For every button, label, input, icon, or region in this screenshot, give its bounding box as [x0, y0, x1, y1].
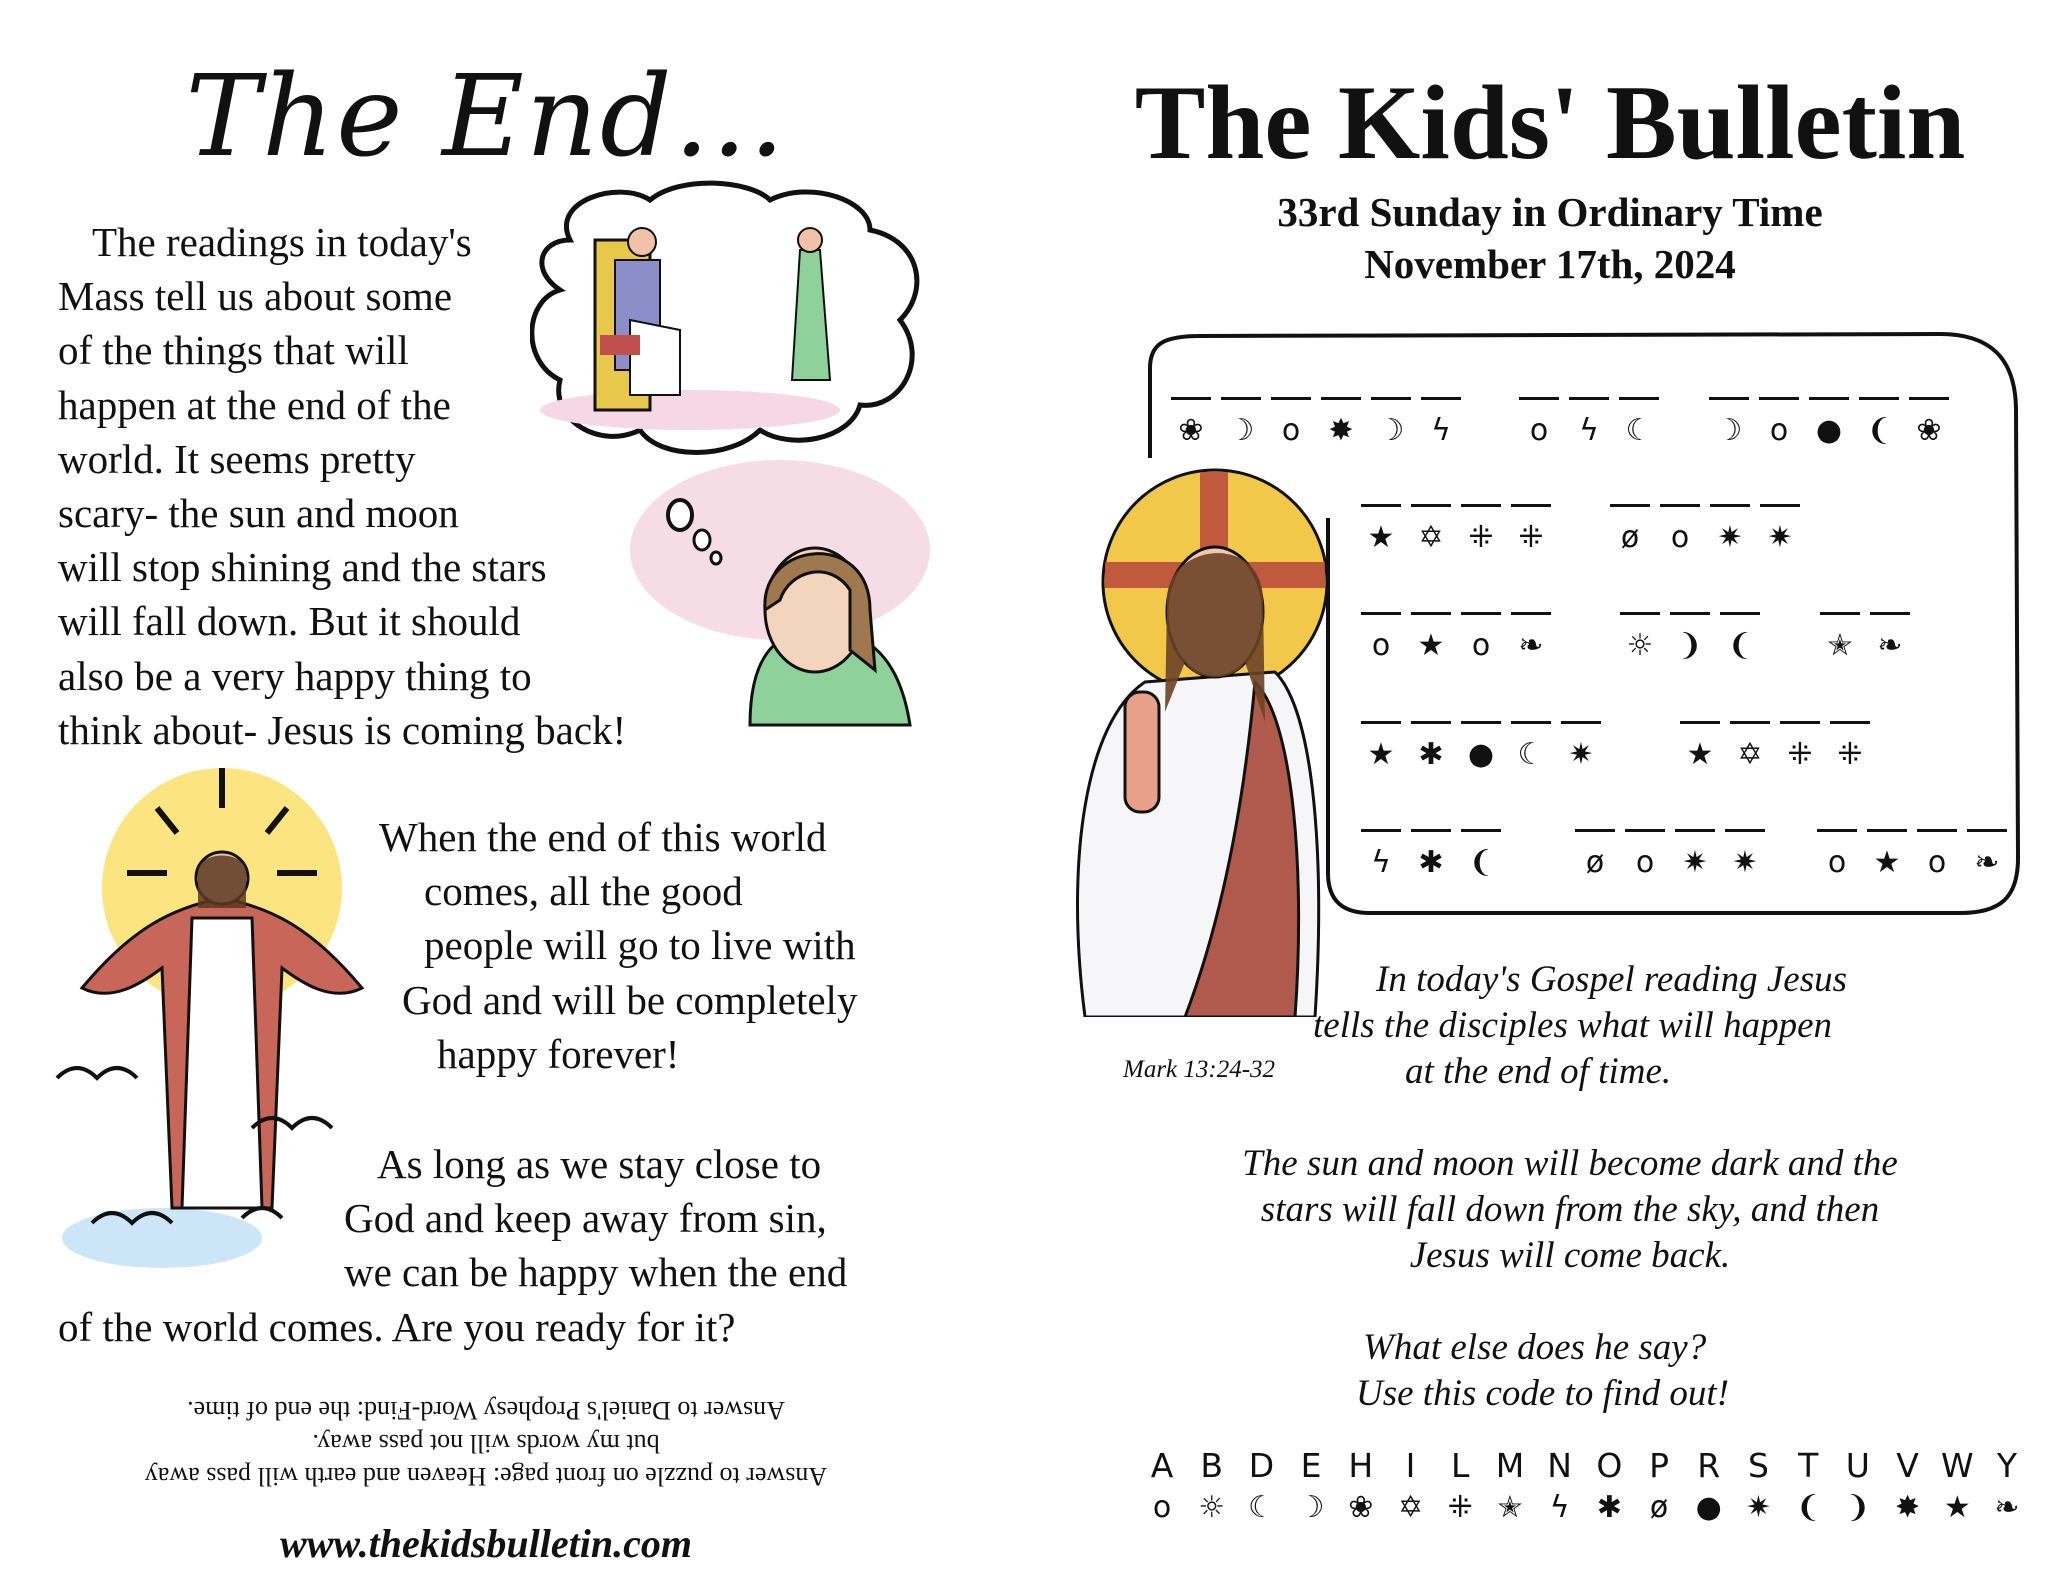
cipher-symbol: o	[1757, 411, 1801, 451]
key-letter: R	[1697, 1446, 1721, 1485]
risen-jesus-illustration	[52, 768, 402, 1268]
cipher-symbol: ✷	[1559, 735, 1603, 775]
cipher-symbol: ✱	[1409, 843, 1453, 883]
text-line: think about- Jesus is coming back!	[58, 706, 627, 753]
cipher-symbol: ●	[1807, 411, 1851, 451]
key-letter: Y	[1996, 1446, 2018, 1485]
key-symbol: ☾	[1247, 1490, 1275, 1525]
key-letter: U	[1845, 1446, 1870, 1485]
key-letter: L	[1451, 1446, 1470, 1485]
left-page-title: The End...	[185, 52, 787, 182]
cipher-symbol: ❀	[1907, 411, 1951, 451]
text-line: of the world comes. Are you ready for it?	[58, 1303, 736, 1350]
cipher-symbol: ❀	[1169, 411, 1213, 451]
text-line: will stop shining and the stars	[58, 544, 547, 591]
key-symbol: ✷	[1745, 1490, 1772, 1525]
text-line: Mass tell us about some	[58, 273, 453, 320]
cipher-symbol: ⁜	[1828, 735, 1872, 775]
cipher-symbol: ★	[1359, 518, 1403, 558]
key-letter: W	[1940, 1446, 1974, 1485]
key-symbol: ★	[1943, 1490, 1971, 1525]
text-line: The sun and moon will become dark and the	[1242, 1143, 1898, 1184]
text-line: stars will fall down from the sky, and then	[1260, 1189, 1880, 1230]
cipher-symbol: ✷	[1673, 843, 1717, 883]
cipher-symbol: ☽	[1369, 411, 1413, 451]
key-symbol: ✸	[1895, 1490, 1921, 1525]
text-line: When the end of this world	[379, 814, 827, 860]
key-letter: N	[1547, 1446, 1572, 1485]
cipher-symbol: o	[1658, 518, 1702, 558]
text-line: world. It seems pretty	[58, 435, 416, 482]
cipher-symbol: o	[1815, 843, 1859, 883]
key-letter: P	[1649, 1446, 1669, 1485]
text-line: at the end of time.	[1405, 1051, 1672, 1092]
answer-line: Answer to puzzle on front page: Heaven and earth will pass away	[144, 1462, 828, 1491]
scripture-reference: Mark 13:24-32	[1123, 1056, 1276, 1083]
key-symbol: ❩	[1845, 1490, 1871, 1525]
key-letter: D	[1248, 1446, 1275, 1485]
key-symbol: ❧	[1994, 1490, 2020, 1525]
bulletin-date: November 17th, 2024	[1364, 241, 1736, 287]
cipher-symbol: ❩	[1668, 626, 1712, 666]
text-line: people will go to live with	[424, 922, 856, 969]
cipher-symbol: ✷	[1723, 843, 1767, 883]
cipher-symbol: ★	[1359, 735, 1403, 775]
cipher-symbol: ☽	[1707, 411, 1751, 451]
key-symbol: ❀	[1348, 1490, 1374, 1525]
text-line: happy forever!	[437, 1030, 680, 1077]
key-letter: B	[1200, 1446, 1224, 1485]
cipher-symbol: ★	[1409, 626, 1453, 666]
answer-line: Answer to Daniel's Prophesy Word-Find: the end of time.	[187, 1396, 785, 1425]
text-line: In today's Gospel reading Jesus	[1376, 959, 1848, 1000]
key-symbol: ☼	[1198, 1490, 1226, 1525]
text-line: tells the disciples what will happen	[1313, 1005, 1832, 1046]
liturgical-day: 33rd Sunday in Ordinary Time	[1277, 189, 1823, 235]
key-letter: T	[1798, 1446, 1819, 1485]
cipher-symbol: ⁜	[1459, 518, 1503, 558]
cipher-symbol: ☼	[1618, 626, 1662, 666]
key-symbol: ø	[1649, 1490, 1669, 1525]
key-letter: O	[1596, 1446, 1623, 1485]
text-line: also be a very happy thing to	[58, 652, 532, 699]
cipher-symbol: o	[1359, 626, 1403, 666]
cipher-symbol: ✱	[1409, 735, 1453, 775]
cipher-symbol: ★	[1865, 843, 1909, 883]
text-line: of the things that will	[58, 327, 409, 374]
cipher-symbol: ϟ	[1359, 843, 1403, 883]
cipher-symbol: ❨	[1459, 843, 1503, 883]
text-line: happen at the end of the	[58, 381, 451, 428]
cipher-symbol: ✸	[1319, 411, 1363, 451]
text-line: The readings in today's	[92, 219, 472, 265]
bulletin-title: The Kids' Bulletin	[1134, 64, 1966, 181]
cipher-symbol: ❧	[1965, 843, 2009, 883]
cipher-symbol: ❨	[1857, 411, 1901, 451]
text-line: comes, all the good	[424, 868, 743, 915]
cipher-symbol: ●	[1459, 735, 1503, 775]
key-letter: E	[1300, 1446, 1322, 1485]
key-symbol: ●	[1695, 1490, 1722, 1525]
cipher-symbol: ⁜	[1509, 518, 1553, 558]
cipher-symbol: ✷	[1708, 518, 1752, 558]
cipher-symbol: o	[1623, 843, 1667, 883]
cipher-symbol: ✡	[1409, 518, 1453, 558]
cipher-symbol: o	[1459, 626, 1503, 666]
jesus-teaching-illustration	[1065, 462, 1335, 1017]
key-symbol: ☽	[1297, 1490, 1325, 1525]
key-symbol: ❨	[1795, 1490, 1821, 1525]
cipher-symbol: ★	[1678, 735, 1722, 775]
cipher-symbol: ϟ	[1567, 411, 1611, 451]
key-symbol: ✱	[1596, 1490, 1622, 1525]
key-symbol: o	[1152, 1490, 1172, 1525]
upside-down-answers	[86, 1394, 886, 1493]
cipher-symbol: ❧	[1509, 626, 1553, 666]
text-line: scary- the sun and moon	[58, 490, 459, 536]
text-line: God and keep away from sin,	[344, 1195, 827, 1242]
website-link[interactable]: www.thekidsbulletin.com	[280, 1521, 692, 1566]
key-letter: S	[1747, 1446, 1769, 1485]
cipher-symbol: ø	[1608, 518, 1652, 558]
cipher-symbol: ✭	[1818, 626, 1862, 666]
key-letter: A	[1150, 1446, 1174, 1485]
cipher-symbol: ϟ	[1419, 411, 1463, 451]
cipher-symbol: o	[1269, 411, 1313, 451]
cipher-symbol: ☾	[1617, 411, 1661, 451]
key-symbol: ✡	[1397, 1490, 1424, 1525]
cipher-symbol: ☽	[1219, 411, 1263, 451]
cipher-symbol: ❨	[1718, 626, 1762, 666]
answer-line: but my words will not pass away.	[312, 1429, 660, 1458]
cipher-symbol: ✡	[1728, 735, 1772, 775]
key-symbol: ϟ	[1549, 1490, 1570, 1525]
key-letter: M	[1495, 1446, 1525, 1485]
text-line: God and will be completely	[402, 976, 858, 1023]
text-line: Jesus will come back.	[1409, 1235, 1731, 1276]
text-line: will fall down. But it should	[58, 598, 521, 645]
key-symbol: ⁜	[1447, 1490, 1473, 1525]
key-letter: I	[1405, 1446, 1416, 1485]
cipher-symbol: o	[1517, 411, 1561, 451]
cipher-symbol: ✷	[1758, 518, 1802, 558]
key-letter: H	[1348, 1446, 1374, 1485]
text-line: As long as we stay close to	[377, 1141, 822, 1187]
text-line: we can be happy when the end	[344, 1249, 848, 1296]
thought-bubble-illustration	[530, 180, 950, 770]
cipher-symbol: ☾	[1509, 735, 1553, 775]
text-line: Use this code to find out!	[1356, 1373, 1730, 1414]
key-letter: V	[1896, 1446, 1919, 1485]
key-symbol: ✭	[1497, 1490, 1523, 1525]
cipher-symbol: ⁜	[1778, 735, 1822, 775]
cipher-symbol: ø	[1573, 843, 1617, 883]
cipher-symbol: o	[1915, 843, 1959, 883]
text-line: What else does he say?	[1363, 1327, 1707, 1368]
cipher-symbol: ❧	[1868, 626, 1912, 666]
